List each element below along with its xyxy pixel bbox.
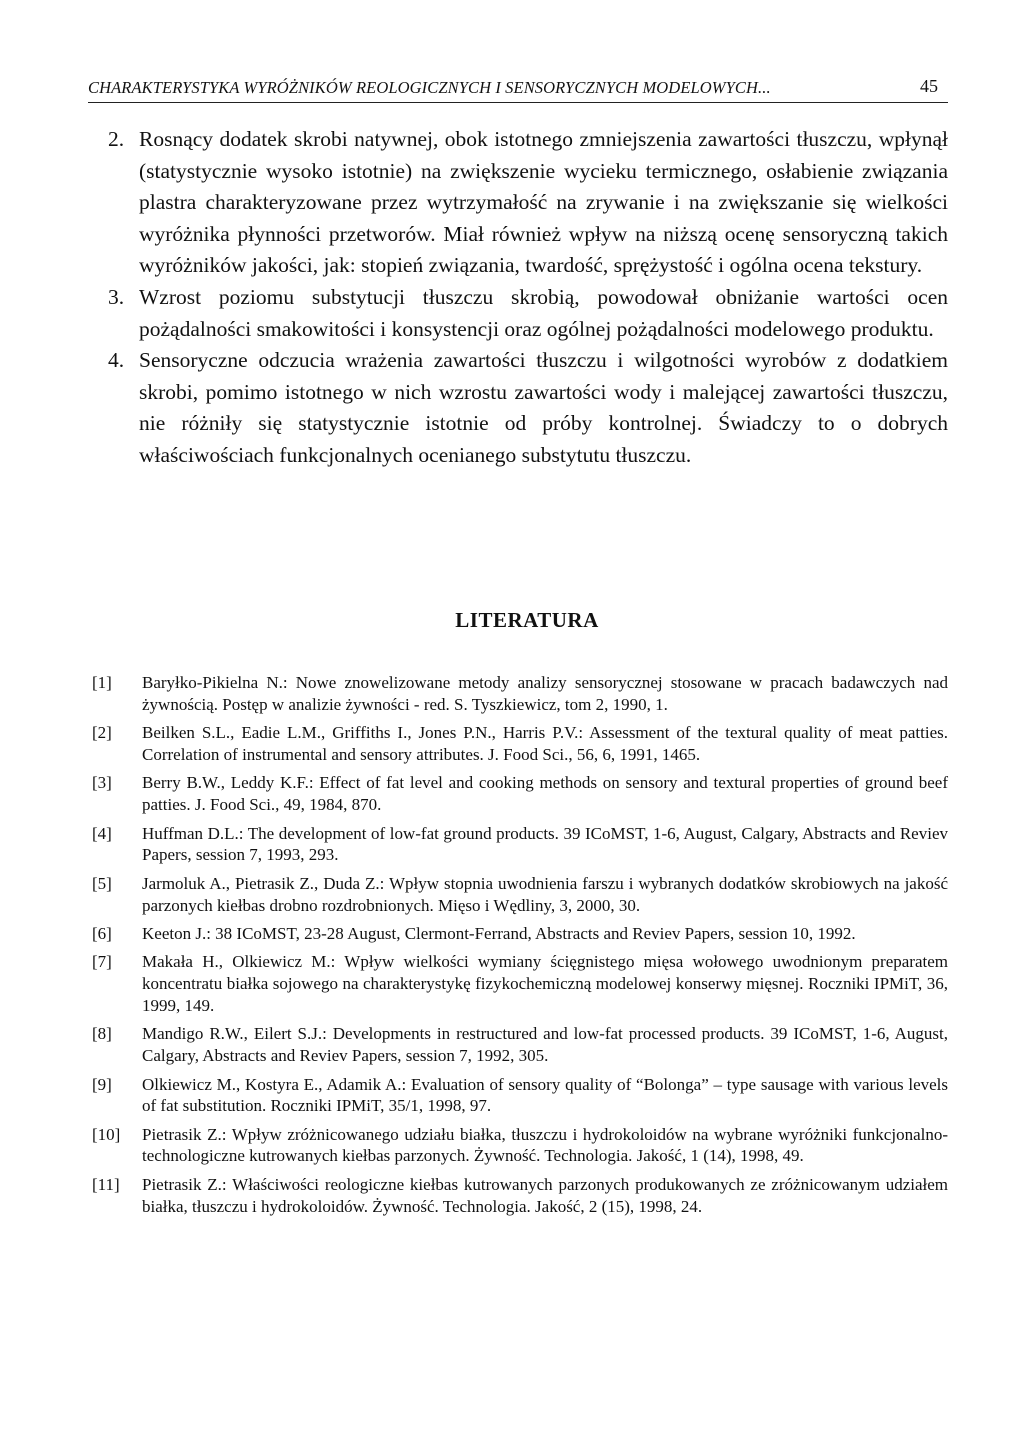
conclusion-text: Rosnący dodatek skrobi natywnej, obok istotnego zmniejszenia zawartości tłuszczu, wpłynął (statystycznie wysoko istotnie) na zwiększenie wycieku termicznego, osłabienie związania plastra charakteryzowane przez wytrzymałość na zrywanie i na zwiększanie się wielkości wyróżnika płynności przetworów. Miał również wpływ na niższą ocenę sensoryczną takich wyróżników jakości, jak: stopień związania, twardość, sprężystość i ogólna ocena tekstury. [139,127,948,278]
reference-item [92,1174,948,1218]
conclusion-item [108,282,948,345]
reference-number: [2] [92,723,112,743]
reference-list [92,672,948,1224]
reference-text: Beilken S.L., Eadie L.M., Griffiths I., Jones P.N., Harris P.V.: Assessment of the textural quality of meat patties. Correlation of instrumental and sensory attributes. J. Food Sci., 56, 6, 1991, 1465. [142,723,948,764]
reference-item [92,823,948,867]
reference-number: [7] [92,952,112,972]
conclusion-number: 2. [108,127,125,151]
reference-item [92,1124,948,1168]
conclusion-number: 3. [108,284,125,309]
reference-number: [3] [92,773,112,793]
reference-number: [4] [92,823,112,843]
running-header-title: CHARAKTERYSTYKA WYRÓŻNIKÓW REOLOGICZNYCH I SENSORYCZNYCH MODELOWYCH... [88,78,771,97]
reference-item [92,722,948,766]
running-header [88,74,948,103]
reference-item [92,1074,948,1118]
reference-text: Huffman D.L.: The development of low-fat ground products. 39 ICoMST, 1-6, August, Calgary, Abstracts and Reviev Papers, session 7, 1993, 293. [142,823,948,865]
reference-text: Baryłko-Pikielna N.: Nowe znowelizowane metody analizy sensorycznej stosowane w pracach badawczych nad żywnością. Postęp w analizie żywności - red. S. Tyszkiewicz, tom 2, 1990, 1. [142,673,948,714]
reference-text: Jarmoluk A., Pietrasik Z., Duda Z.: Wpływ stopnia uwodnienia farszu i wybranych dodatków skrobiowych na jakość parzonych kiełbas drobno rozdrobnionych. Mięso i Wędliny, 3, 2000, 30. [142,873,948,915]
reference-text: Keeton J.: 38 ICoMST, 23-28 August, Clermont-Ferrand, Abstracts and Reviev Papers, session 10, 1992. [142,923,856,943]
reference-item [92,923,948,945]
page-number: 45 [920,76,938,96]
reference-text: Mandigo R.W., Eilert S.J.: Developments in restructured and low-fat processed products. 39 ICoMST, 1-6, August, Calgary, Abstracts and Reviev Papers, session 7, 1992, 305. [142,1024,948,1066]
conclusion-item [108,124,948,282]
reference-item [92,672,948,716]
conclusion-number: 4. [108,348,125,373]
reference-number: [9] [92,1074,112,1094]
reference-number: [6] [92,923,112,943]
literature-heading: LITERATURA [455,608,599,632]
conclusion-text: Sensoryczne odczucia wrażenia zawartości tłuszczu i wilgotności wyrobów z dodatkiem skrobi, pomimo istotnego w nich wzrostu zawartości wody i malejącej zawartości tłuszczu, nie różniły się statystycznie istotnie od próby kontrolnej. Świadczy to o dobrych właściwościach funkcjonalnych ocenianego substytutu tłuszczu. [139,348,948,467]
reference-item [92,951,948,1016]
reference-number: [10] [92,1124,121,1144]
reference-number: [1] [92,673,112,692]
reference-text: Olkiewicz M., Kostyra E., Adamik A.: Evaluation of sensory quality of “Bolonga” – type sausage with various levels of fat substitution. Roczniki IPMiT, 35/1, 1998, 97. [142,1074,948,1116]
reference-item [92,1023,948,1067]
reference-text: Berry B.W., Leddy K.F.: Effect of fat level and cooking methods on sensory and textural properties of ground beef patties. J. Food Sci., 49, 1984, 870. [142,773,948,815]
reference-number: [11] [92,1174,120,1194]
reference-text: Pietrasik Z.: Właściwości reologiczne kiełbas kutrowanych parzonych produkowanych ze zróżnicowanym udziałem białka, tłuszczu i hydrokoloidów. Żywność. Technologia. Jakość, 2 (15), 1998, 24. [142,1174,948,1216]
conclusions-list [108,124,948,472]
reference-number: [5] [92,873,112,893]
reference-item [92,873,948,917]
reference-text: Pietrasik Z.: Wpływ zróżnicowanego udziału białka, tłuszczu i hydrokoloidów na wybrane wyróżniki funkcjonalno-technologiczne kutrowanych kiełbas parzonych. Żywność. Technologia. Jakość, 1 (14), 1998, 49. [142,1124,948,1166]
conclusion-item [108,345,948,471]
conclusion-text: Wzrost poziomu substytucji tłuszczu skrobią, powodował obniżanie wartości ocen pożądalności smakowitości i konsystencji oraz ogólnej pożądalności modelowego produktu. [139,284,948,341]
reference-text: Makała H., Olkiewicz M.: Wpływ wielkości wymiany ścięgnistego mięsa wołowego uwodnionym preparatem koncentratu białka sojowego na charakterystykę fizykochemiczną modelowej konserwy mięsnej. Roczniki IPMiT, 36, 1999, 149. [142,952,948,1015]
reference-item [92,772,948,816]
reference-number: [8] [92,1024,112,1044]
